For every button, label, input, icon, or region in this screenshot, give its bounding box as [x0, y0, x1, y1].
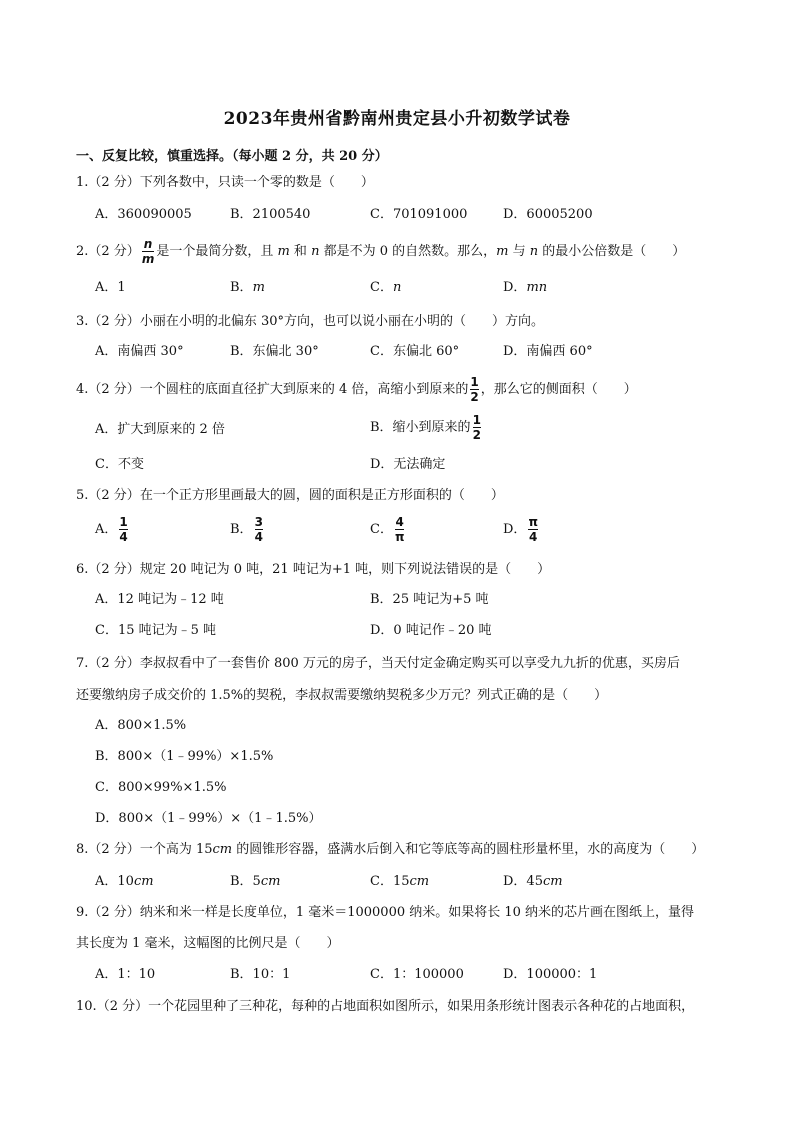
question-points: （2 分）	[88, 905, 140, 920]
var: m	[277, 244, 290, 259]
option-a[interactable]: A．南偏西 30°	[95, 344, 184, 359]
question-9	[76, 902, 694, 924]
fraction: $\frac{1}{2}$	[470, 375, 479, 404]
option-d[interactable]: D．mn	[503, 280, 548, 295]
question-1	[76, 172, 374, 194]
question-text: 规定 20 吨记为 0 吨，21 吨记为+1 吨，则下列说法错误的是（ ）	[139, 562, 551, 577]
option-a[interactable]: A．1	[95, 280, 126, 295]
question-text: 都是不为 0 的自然数。那么，	[319, 244, 497, 259]
question-text: 一个圆柱的底面直径扩大到原来的 4 倍，高缩小到原来的	[139, 382, 469, 397]
option-b[interactable]: B．10：1	[230, 967, 291, 982]
option-a[interactable]: A．扩大到原来的 2 倍	[95, 422, 225, 437]
option-a[interactable]: A．360090005	[95, 207, 192, 222]
question-points: （2 分）	[88, 656, 140, 671]
question-10	[76, 996, 694, 1018]
question-points: （2 分）	[88, 244, 140, 259]
question-text: 的最小公倍数是（ ）	[538, 244, 686, 259]
fraction: $\frac{3}{4}$	[254, 515, 263, 544]
fraction: $\frac{4}{\pi}$	[394, 515, 405, 544]
question-points: （2 分）	[88, 562, 140, 577]
question-points: （2 分）	[88, 175, 140, 190]
option-b[interactable]: B．2100540	[230, 207, 311, 222]
question-text: 和	[289, 244, 312, 259]
option-a[interactable]: A．10cm	[95, 874, 154, 889]
option-c[interactable]: C． $\frac{4}{\pi}$	[370, 515, 405, 544]
fraction: $\frac{\pi}{4}$	[528, 515, 538, 544]
question-number: 4.	[76, 382, 89, 397]
question-6	[76, 559, 550, 581]
question-5	[76, 485, 504, 507]
question-text-continued: 还要缴纳房子成交价的 1.5%的契税，李叔叔需要缴纳契税多少万元？列式正确的是（ ）	[76, 688, 608, 703]
page-title: 2023年贵州省黔南州贵定县小升初数学试卷	[223, 109, 571, 129]
question-text: 李叔叔看中了一套售价 800 万元的房子，当天付定金确定购买可以享受九九折的优惠，买房后	[139, 656, 680, 671]
question-number: 2.	[76, 244, 89, 259]
question-number: 6.	[76, 562, 89, 577]
question-text: 一个花园里种了三种花，每种的占地面积如图所示，如果用条形统计图表示各种花的占地面积，	[148, 999, 695, 1014]
option-d[interactable]: D． $\frac{\pi}{4}$	[503, 515, 538, 544]
question-points: （2 分）	[88, 382, 140, 397]
option-c[interactable]: C．15 吨记为﹣5 吨	[95, 623, 217, 638]
option-d[interactable]: D．0 吨记作﹣20 吨	[370, 623, 492, 638]
question-text: 小丽在小明的北偏东 30°方向，也可以说小丽在小明的（ ）方向。	[139, 314, 544, 329]
option-a[interactable]: A．800×1.5%	[95, 718, 187, 733]
option-d[interactable]: D．无法确定	[370, 457, 446, 472]
question-text: 一个高为 15	[139, 842, 213, 857]
question-3	[76, 311, 544, 333]
option-b[interactable]: B．东偏北 30°	[230, 344, 319, 359]
question-points: （2 分）	[88, 488, 140, 503]
option-b[interactable]: B．5cm	[230, 874, 281, 889]
option-c[interactable]: C．东偏北 60°	[370, 344, 460, 359]
option-c[interactable]: C．1：100000	[370, 967, 464, 982]
question-2	[76, 238, 685, 265]
option-c[interactable]: C．n	[370, 280, 402, 295]
question-number: 1.	[76, 175, 89, 190]
question-number: 5.	[76, 488, 89, 503]
var: n	[529, 244, 539, 259]
question-points: （2 分）	[88, 842, 140, 857]
option-d[interactable]: D．60005200	[503, 207, 593, 222]
option-d[interactable]: D．45cm	[503, 874, 563, 889]
option-b[interactable]: B．缩小到原来的 $\frac{1}{2}$	[370, 413, 481, 442]
question-points: （2 分）	[88, 314, 140, 329]
question-text-continued: 其长度为 1 毫米，这幅图的比例尺是（ ）	[76, 936, 340, 951]
option-a[interactable]: A．12 吨记为﹣12 吨	[95, 592, 224, 607]
question-text: 纳米和米一样是长度单位，1 毫米＝1000000 纳米。如果将长 10 纳米的芯片画在图纸上，量得	[139, 905, 695, 920]
option-b[interactable]: B．m	[230, 280, 265, 295]
fraction: $\frac{1}{4}$	[119, 515, 128, 544]
var: n	[311, 244, 320, 259]
option-a[interactable]: A． $\frac{1}{4}$	[95, 515, 128, 544]
fraction: $\frac{1}{2}$	[472, 413, 481, 442]
option-b[interactable]: B． $\frac{3}{4}$	[230, 515, 263, 544]
var: m	[496, 244, 509, 259]
option-c[interactable]: C．不变	[95, 457, 144, 472]
question-8	[76, 839, 704, 861]
option-d[interactable]: D．南偏西 60°	[503, 344, 593, 359]
option-a[interactable]: A．1：10	[95, 967, 156, 982]
option-c[interactable]: C．15cm	[370, 874, 430, 889]
option-b[interactable]: B．800×（1﹣99%）×1.5%	[95, 749, 274, 764]
question-text: 的圆锥形容器，盛满水后倒入和它等底等高的圆柱形量杯里，水的高度为（ ）	[232, 842, 705, 857]
question-text: ，那么它的侧面积（ ）	[480, 382, 637, 397]
question-number: 8.	[76, 842, 89, 857]
question-text: 下列各数中，只读一个零的数是（ ）	[139, 175, 374, 190]
question-number: 3.	[76, 314, 89, 329]
question-number: 9.	[76, 905, 89, 920]
option-c[interactable]: C．800×99%×1.5%	[95, 780, 227, 795]
option-c[interactable]: C．701091000	[370, 207, 468, 222]
option-d[interactable]: D．100000：1	[503, 967, 598, 982]
question-7	[76, 653, 680, 675]
question-points: （2 分）	[96, 999, 149, 1014]
unit: cm	[212, 842, 233, 857]
option-b[interactable]: B．25 吨记为+5 吨	[370, 592, 489, 607]
question-number: 7.	[76, 656, 89, 671]
option-d[interactable]: D．800×（1﹣99%）×（1﹣1.5%）	[95, 811, 322, 826]
question-text: 与	[508, 244, 530, 259]
question-number: 10.	[76, 999, 97, 1014]
question-4	[76, 376, 637, 403]
question-text: 在一个正方形里画最大的圆，圆的面积是正方形面积的（ ）	[139, 488, 504, 503]
question-text: 是一个最简分数，且	[156, 244, 278, 259]
section-heading: 一、反复比较，慎重选择。（每小题 2 分，共 20 分）	[76, 149, 388, 164]
fraction: $\frac{n}{m}$	[141, 237, 155, 266]
